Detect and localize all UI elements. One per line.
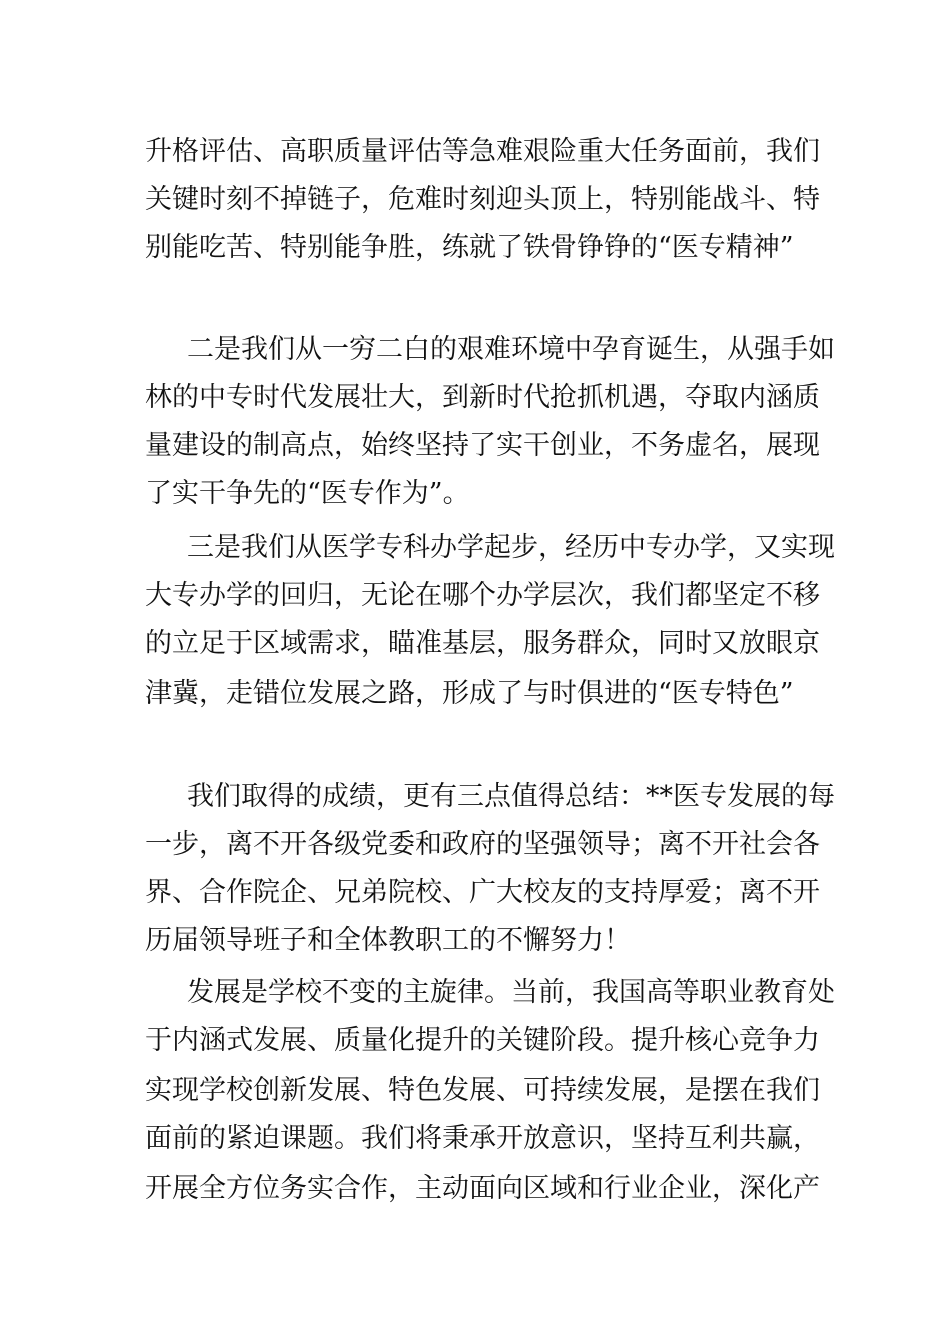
text-line: 历届领导班子和全体教职工的不懈努力！ — [145, 925, 631, 956]
text-line: 实现学校创新发展、特色发展、可持续发展，是摆在我们 — [145, 1075, 820, 1106]
text-line: 大专办学的回归，无论在哪个办学层次，我们都坚定不移 — [145, 580, 820, 611]
text-line: 别能吃苦、特别能争胜，练就了铁骨铮铮的“医专精神” — [145, 232, 794, 263]
text-line: 升格评估、高职质量评估等急难艰险重大任务面前，我们 — [145, 136, 820, 167]
text-line: 三是我们从医学专科办学起步，经历中专办学，又实现 — [187, 532, 835, 563]
text-line: 一步，离不开各级党委和政府的坚强领导；离不开社会各 — [145, 829, 820, 860]
text-line: 的立足于区域需求，瞄准基层，服务群众，同时又放眼京 — [145, 628, 820, 659]
text-line: 我们取得的成绩，更有三点值得总结：**医专发展的每 — [187, 781, 835, 812]
text-line: 林的中专时代发展壮大，到新时代抢抓机遇，夺取内涵质 — [145, 382, 820, 413]
text-line: 二是我们从一穷二白的艰难环境中孕育诞生，从强手如 — [187, 334, 835, 365]
text-line: 津冀，走错位发展之路，形成了与时俱进的“医专特色” — [145, 678, 794, 709]
text-line: 量建设的制高点，始终坚持了实干创业，不务虚名，展现 — [145, 430, 820, 461]
text-line: 发展是学校不变的主旋律。当前，我国高等职业教育处 — [187, 977, 835, 1008]
text-line: 关键时刻不掉链子，危难时刻迎头顶上，特别能战斗、特 — [145, 184, 820, 215]
text-line: 面前的紧迫课题。我们将秉承开放意识，坚持互利共赢， — [145, 1123, 820, 1154]
text-line: 界、合作院企、兄弟院校、广大校友的支持厚爱；离不开 — [145, 877, 820, 908]
text-line: 于内涵式发展、质量化提升的关键阶段。提升核心竞争力 — [145, 1025, 820, 1056]
text-line: 开展全方位务实合作，主动面向区域和行业企业，深化产 — [145, 1173, 820, 1204]
text-line: 了实干争先的“医专作为”。 — [145, 478, 470, 509]
